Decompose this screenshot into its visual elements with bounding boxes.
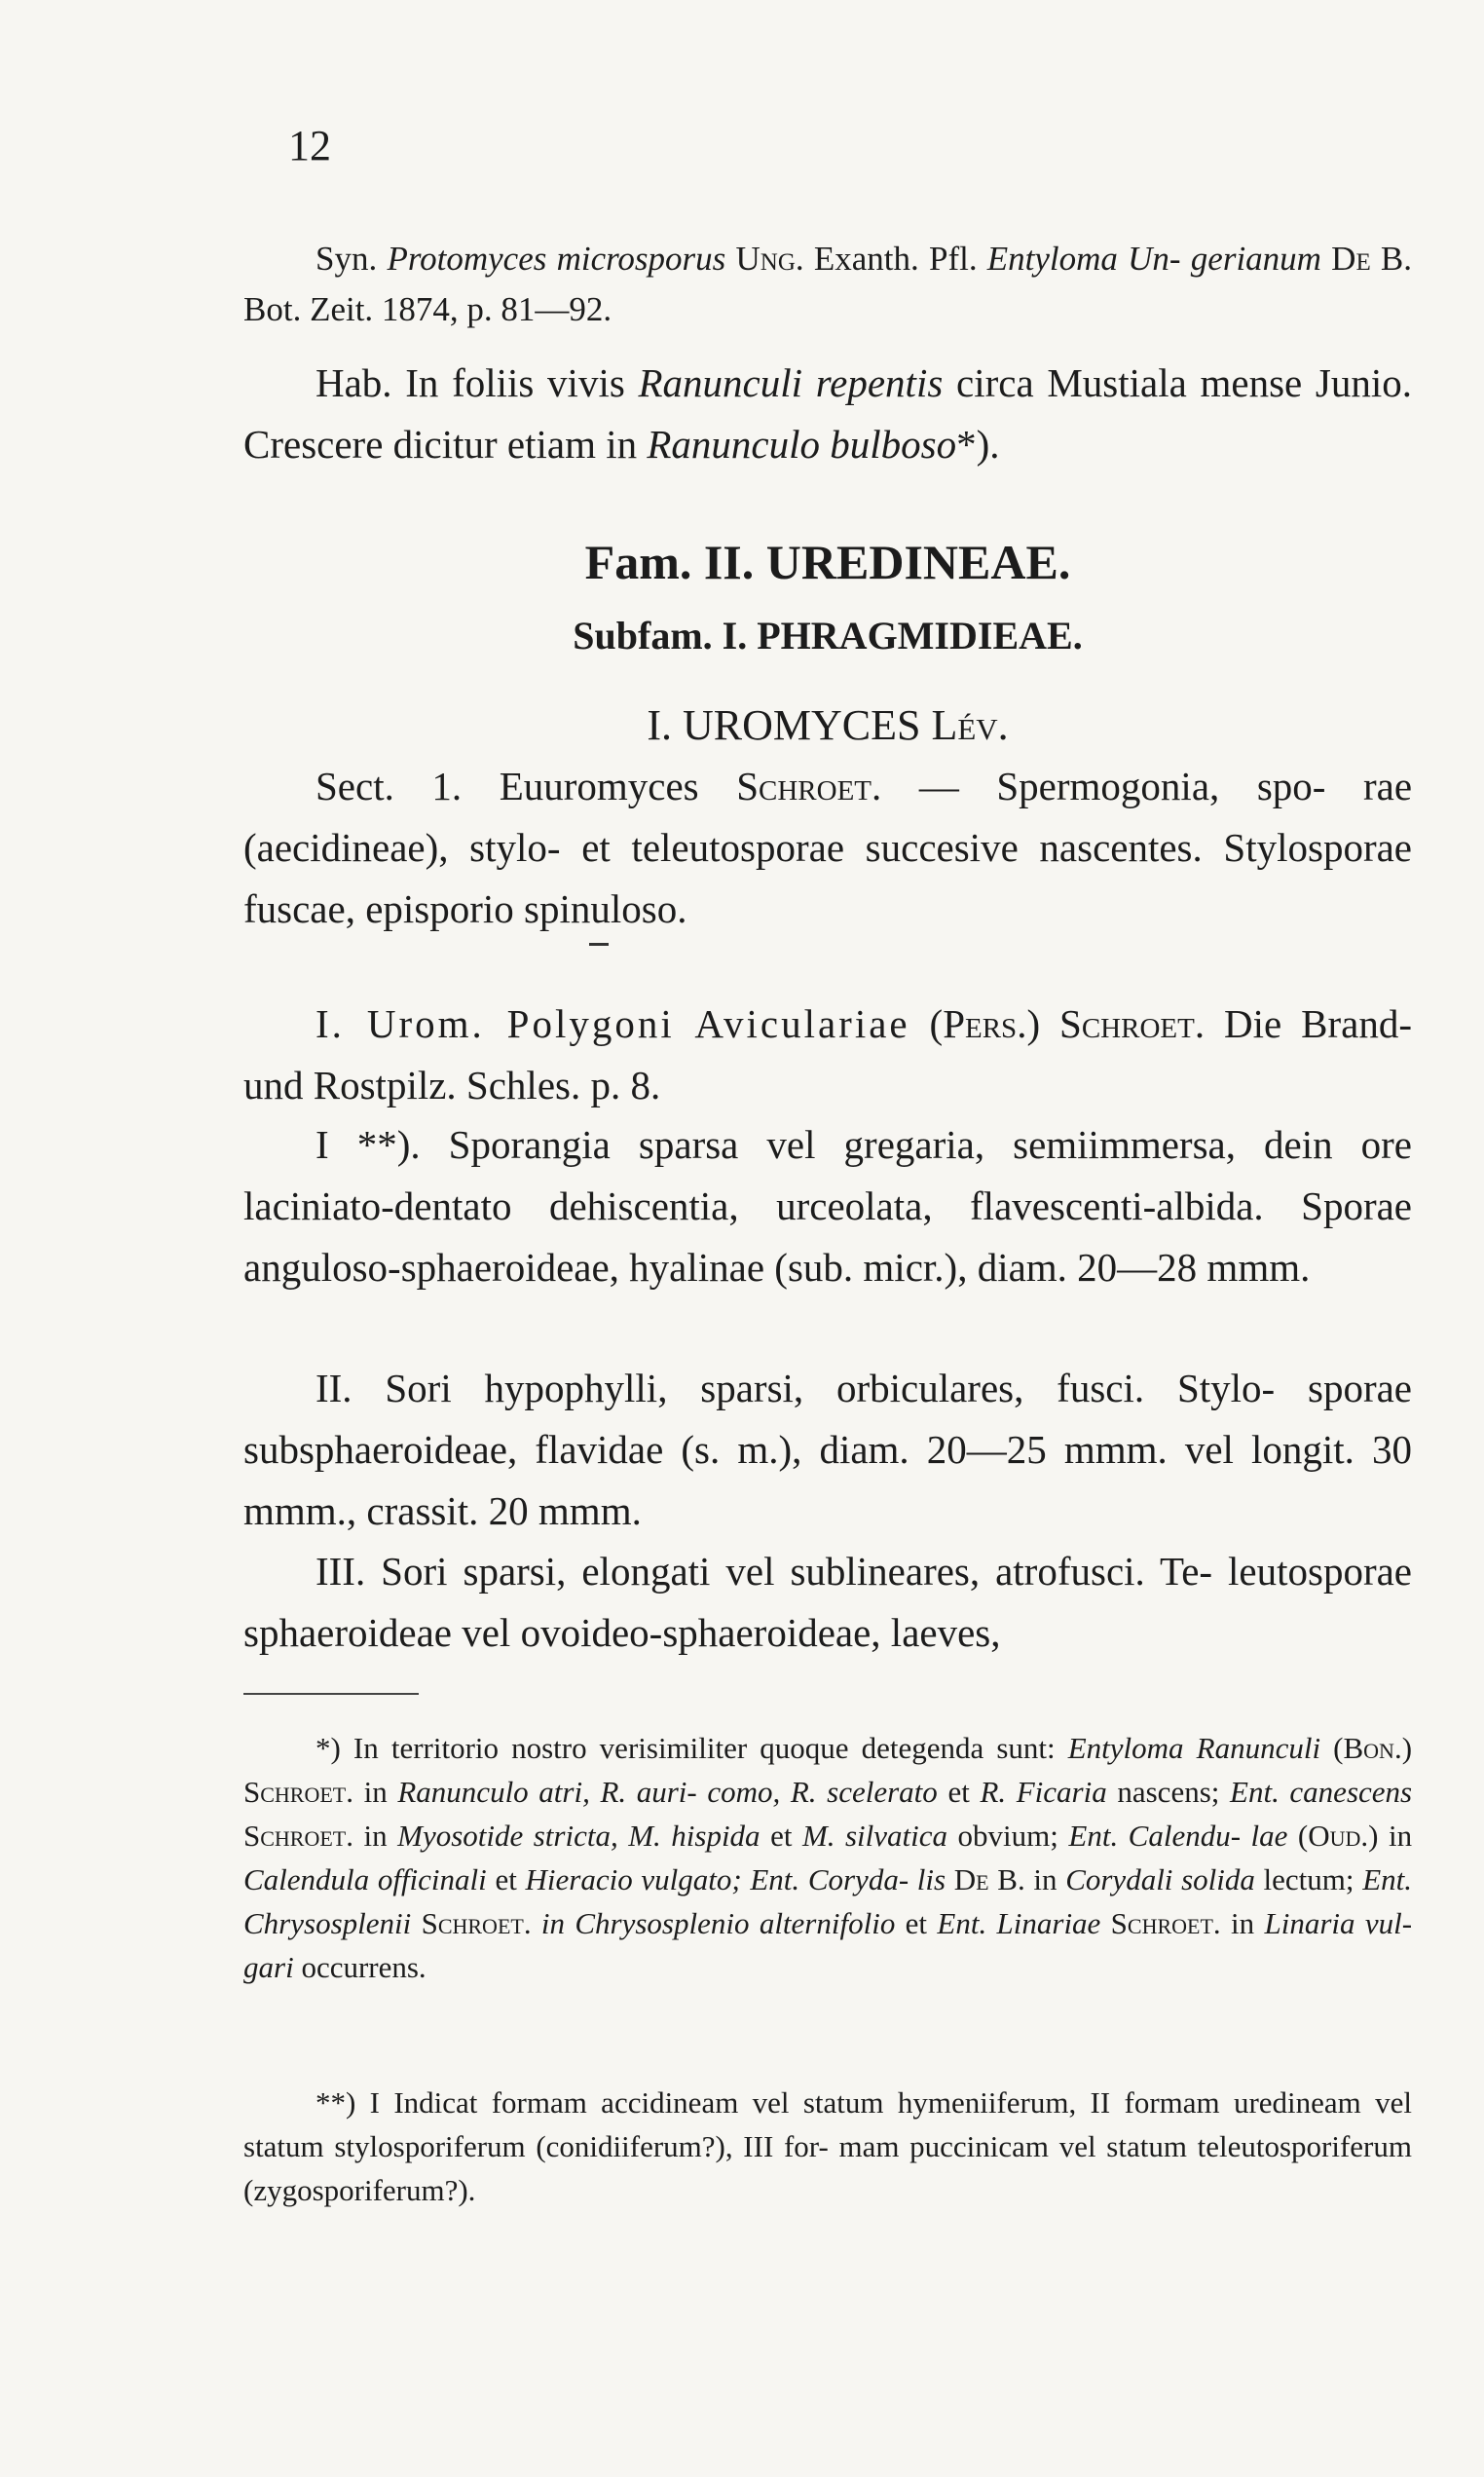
footnote-text: In territorio nostro verisimiliter quoque detegenda sunt: [352, 1731, 1056, 1765]
host-name: Ranunculo bulboso [647, 422, 957, 467]
author: Schroet. [1110, 1906, 1221, 1940]
author: (Pers.) [929, 1001, 1041, 1046]
footnote-text: occurrens. [301, 1950, 427, 1984]
species-name: Corydali solida [1065, 1862, 1255, 1896]
genus-heading [243, 696, 1412, 755]
footnote-one [243, 1726, 1412, 1989]
species-name: in Chrysosplenio alternifolio [540, 1906, 896, 1940]
footnote-marker: *). [956, 422, 1000, 467]
species-name: Linaria vul- gari [243, 1906, 1413, 1984]
author: Schroet. [421, 1906, 532, 1940]
stage-one-paragraph [243, 1114, 1412, 1298]
species-name: Myosotide stricta, M. hispida [397, 1819, 761, 1853]
footnote-marker: **) [315, 2085, 356, 2120]
footnote-text: et [770, 1819, 793, 1853]
syn-label: Syn. [315, 240, 378, 278]
species-name: Calendula officinali [243, 1862, 487, 1896]
stage-three-paragraph: III. Sori sparsi, elongati vel sublineares, atrofusci. Te- leutosporae sphaeroideae vel ovoideo-sphaeroideae, laeves, [243, 1549, 1412, 1655]
footnote-text: in [363, 1775, 388, 1809]
species-name: Hieracio vulgato; Ent. Coryda- lis [525, 1862, 946, 1896]
footnote-text: I Indicat formam accidineam vel statum hymeniiferum, II formam uredineam vel statum stylosporiferum (conidiiferum?), III for- mam puccinicam vel statum teleutosporiferum (zygosporiferum?). [243, 2085, 1413, 2207]
footnote-text: in [1388, 1819, 1413, 1853]
reference: Bot. Zeit. 1874, p. 81—92. [243, 290, 612, 328]
habitat-paragraph [243, 353, 1412, 475]
footnote-text: in [1033, 1862, 1057, 1896]
genus-name: I. UROMYCES [647, 701, 921, 749]
host-name: Ranunculi repentis [638, 360, 944, 405]
footnote-text: in [1231, 1906, 1255, 1940]
synonym-name: Protomyces microsporus [387, 240, 726, 278]
stage-two-paragraph: II. Sori hypophylli, sparsi, orbiculares, fusci. Stylo- sporae subsphaeroideae, flavidae (s. m.), diam. 20—25 mmm. vel longit. 30 mmm., crassit. 20 mmm. [243, 1366, 1412, 1533]
footnote-text: et [495, 1862, 517, 1896]
section-name: Sect. 1. Euuromyces [315, 764, 699, 808]
footnote-text: in [363, 1819, 388, 1853]
author: Ung. [735, 240, 804, 278]
species-name: Ent. Linariae [937, 1906, 1101, 1940]
separator-mark [589, 943, 609, 946]
section-paragraph [243, 756, 1412, 940]
author: Schroet. [243, 1819, 353, 1853]
habitat-text: circa Mustiala mense Junio. Crescere dicitur etiam in [243, 360, 1413, 467]
species-name: Ranunculo atri, R. auri- como, R. scelerato [397, 1775, 938, 1809]
reference: Die Brand- und Rostpilz. Schles. p. 8. [243, 1001, 1413, 1107]
footnote-marker: *) [315, 1731, 341, 1765]
footnote-text: et [905, 1906, 928, 1940]
author: Schroet. [1059, 1001, 1206, 1046]
synonymy-paragraph [243, 234, 1412, 335]
stage-marker: I **). [315, 1122, 421, 1167]
page-number: 12 [288, 122, 331, 169]
footnote-two [243, 2081, 1412, 2212]
species-name: Ent. canescens [1230, 1775, 1413, 1809]
family-heading: Fam. II. UREDINEAE. [584, 535, 1071, 589]
footnote-text: obvium; [957, 1819, 1058, 1853]
footnote-divider [243, 1693, 419, 1695]
subfamily-heading: Subfam. I. PHRAGMIDIEAE. [573, 614, 1083, 657]
species-name: I. Urom. Polygoni Aviculariae [315, 1001, 910, 1046]
footnote-text: nascens; [1117, 1775, 1220, 1809]
synonym-name: Entyloma Un- gerianum [986, 240, 1321, 278]
species-name: Ent. Chrysosplenii [243, 1862, 1413, 1940]
author: De B. [1331, 240, 1413, 278]
author: De B. [953, 1862, 1025, 1896]
stage-description: Sporangia sparsa vel gregaria, semiimmersa, dein ore laciniato-dentato dehiscentia, urceolata, flavescenti-albida. Sporae anguloso-sphaeroideae, hyalinae (sub. micr.), diam. 20—28 mmm. [243, 1122, 1412, 1290]
author: (Bon.) Schroet. [243, 1731, 1413, 1809]
habitat-text: Hab. In foliis vivis [315, 360, 625, 405]
footnote-text: lectum; [1263, 1862, 1354, 1896]
species-paragraph [243, 994, 1412, 1116]
author: Schroet. [736, 764, 882, 808]
species-name: R. Ficaria [980, 1775, 1107, 1809]
section-description: — Spermogonia, spo- rae (aecidineae), stylo- et teleutosporae succesive nascentes. Stylosporae fuscae, episporio spinuloso. [243, 764, 1413, 931]
author: Lév. [931, 701, 1009, 749]
footnote-text: et [947, 1775, 970, 1809]
species-name: Entyloma Ranunculi [1067, 1731, 1321, 1765]
author: (Oud.) [1297, 1819, 1379, 1853]
reference: Exanth. Pfl. [813, 240, 978, 278]
species-name: M. silvatica [801, 1819, 948, 1853]
species-name: Ent. Calendu- lae [1068, 1819, 1288, 1853]
